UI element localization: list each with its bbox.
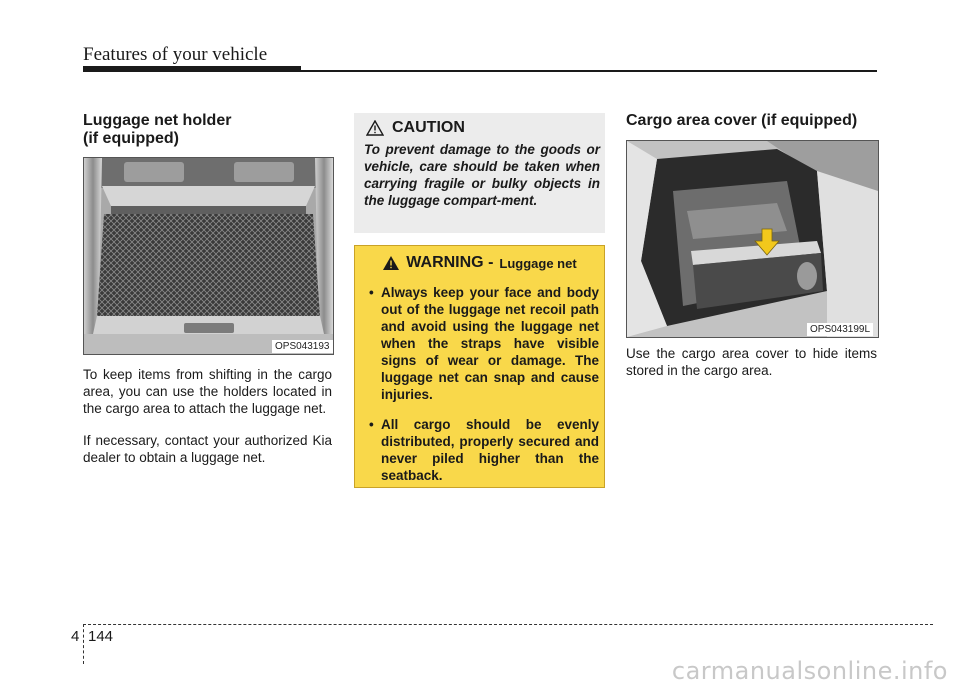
warning-subtitle: Luggage net [499, 255, 577, 271]
luggage-net-paragraph-2: If necessary, contact your authorized Kia dealer to obtain a luggage net. [83, 433, 332, 465]
warning-item [369, 416, 599, 484]
luggage-net-paragraph-1: To keep items from shifting in the cargo area, you can use the holders located in the cargo area to attach the luggage net. [83, 367, 332, 416]
warning-item-text: All cargo should be evenly distributed, properly secured and never piled higher than the seatback. [381, 417, 599, 483]
page-header-title: Features of your vehicle [83, 44, 268, 65]
luggage-net-heading-line1: Luggage net holder [83, 112, 232, 129]
warning-title: WARNING - [406, 254, 494, 271]
luggage-net-heading-line2: (if equipped) [83, 130, 179, 147]
header-rule-thin [301, 70, 877, 72]
bullet-icon: • [369, 417, 374, 432]
cargo-cover-heading: Cargo area cover (if equipped) [626, 112, 858, 129]
caution-header [366, 119, 465, 137]
footer-vertical-divider [83, 624, 84, 664]
luggage-net-photo [83, 157, 334, 355]
luggage-net-illustration [84, 158, 333, 354]
warning-header [355, 246, 604, 280]
footer-divider [83, 624, 933, 625]
luggage-net-heading [83, 112, 231, 148]
caution-title: CAUTION [392, 119, 465, 136]
caution-text: To prevent damage to the goods or vehicle, care should be taken when carrying fragile or bulky objects in the luggage compart-ment. [364, 142, 600, 208]
watermark: carmanualsonline.info [671, 657, 948, 685]
bullet-icon: • [369, 285, 374, 300]
warning-item [369, 284, 599, 403]
warning-box [354, 245, 605, 488]
warning-body [355, 280, 604, 487]
page-number: 144 [88, 628, 114, 645]
luggage-net-photo-code: OPS043193 [272, 340, 333, 353]
cargo-cover-illustration [627, 141, 878, 337]
cargo-cover-photo-code: OPS043199L [807, 323, 873, 336]
header-rule-thick [83, 66, 301, 72]
cargo-cover-photo [626, 140, 879, 338]
caution-box [354, 113, 605, 233]
warning-item-text: Always keep your face and body out of the luggage net recoil path and avoid using the luggage net when the straps have visible signs of wear or damage. The luggage net can snap and cause injuries. [381, 285, 599, 402]
cargo-cover-paragraph: Use the cargo area cover to hide items stored in the cargo area. [626, 346, 877, 378]
chapter-number: 4 [71, 628, 80, 645]
caution-triangle-icon [366, 120, 384, 136]
warning-triangle-icon [382, 255, 400, 271]
